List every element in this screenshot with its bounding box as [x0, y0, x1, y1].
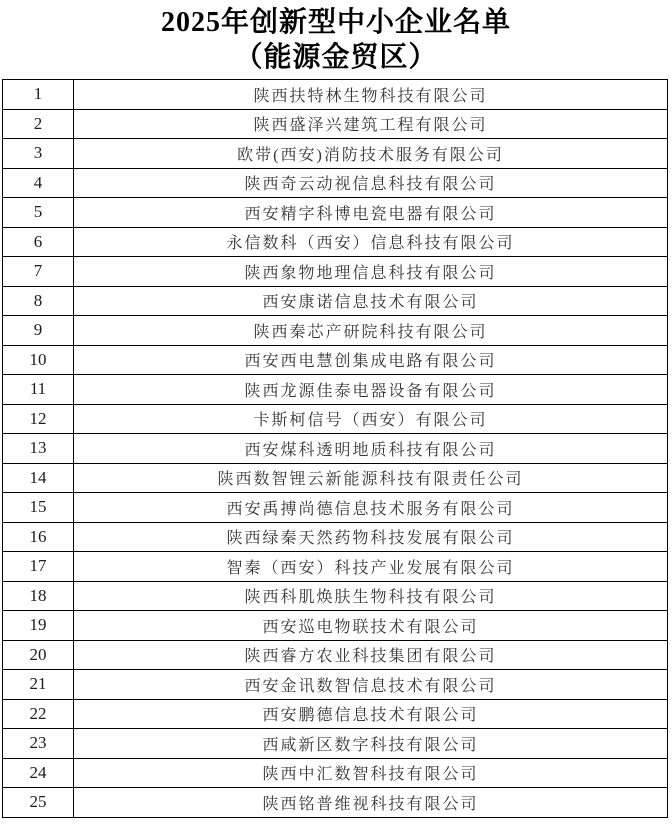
row-number-cell: 20: [3, 640, 74, 670]
row-number-cell: 12: [3, 404, 74, 434]
company-name-cell: 智秦（西安）科技产业发展有限公司: [74, 552, 668, 582]
table-row: [3, 463, 668, 493]
row-number-cell: 9: [3, 316, 74, 346]
row-number-cell: 13: [3, 434, 74, 464]
company-name-cell: 欧带(西安)消防技术服务有限公司: [74, 139, 668, 169]
row-number-cell: 7: [3, 257, 74, 287]
table-row: [3, 699, 668, 729]
company-name-cell: 西安金讯数智信息技术有限公司: [74, 670, 668, 700]
company-name-cell: 陕西扶特林生物科技有限公司: [74, 80, 668, 110]
table-row: [3, 670, 668, 700]
company-name-cell: 陕西盛泽兴建筑工程有限公司: [74, 109, 668, 139]
table-row: [3, 640, 668, 670]
company-name-cell: 陕西睿方农业科技集团有限公司: [74, 640, 668, 670]
row-number-cell: 11: [3, 375, 74, 405]
table-row: [3, 611, 668, 641]
table-row: [3, 788, 668, 818]
row-number-cell: 24: [3, 758, 74, 788]
row-number-cell: 14: [3, 463, 74, 493]
company-name-cell: 陕西科肌焕肤生物科技有限公司: [74, 581, 668, 611]
row-number-cell: 25: [3, 788, 74, 818]
row-number-cell: 4: [3, 168, 74, 198]
row-number-cell: 15: [3, 493, 74, 523]
company-name-cell: 卡斯柯信号（西安）有限公司: [74, 404, 668, 434]
row-number-cell: 21: [3, 670, 74, 700]
company-name-cell: 陕西奇云动视信息科技有限公司: [74, 168, 668, 198]
table-row: [3, 493, 668, 523]
company-name-cell: 西安煤科透明地质科技有限公司: [74, 434, 668, 464]
row-number-cell: 2: [3, 109, 74, 139]
table-row: [3, 758, 668, 788]
company-name-cell: 西安西电慧创集成电路有限公司: [74, 345, 668, 375]
table-row: [3, 168, 668, 198]
row-number-cell: 8: [3, 286, 74, 316]
company-name-cell: 西安康诺信息技术有限公司: [74, 286, 668, 316]
company-name-cell: 西安精字科博电瓷电器有限公司: [74, 198, 668, 228]
page-title-line2: （能源金贸区）: [234, 42, 438, 73]
company-table-body: [3, 80, 668, 818]
table-row: [3, 434, 668, 464]
page-title: [0, 0, 672, 75]
table-row: [3, 198, 668, 228]
table-row: [3, 581, 668, 611]
row-number-cell: 19: [3, 611, 74, 641]
company-name-cell: 陕西铭普维视科技有限公司: [74, 788, 668, 818]
page-title-line1: 2025年创新型中小企业名单: [160, 7, 511, 38]
table-row: [3, 375, 668, 405]
table-row: [3, 729, 668, 759]
table-row: [3, 80, 668, 110]
row-number-cell: 3: [3, 139, 74, 169]
row-number-cell: 17: [3, 552, 74, 582]
company-name-cell: 陕西象物地理信息科技有限公司: [74, 257, 668, 287]
company-name-cell: 陕西中汇数智科技有限公司: [74, 758, 668, 788]
company-name-cell: 永信数科（西安）信息科技有限公司: [74, 227, 668, 257]
row-number-cell: 23: [3, 729, 74, 759]
table-row: [3, 257, 668, 287]
company-name-cell: 西安禹搏尚德信息技术服务有限公司: [74, 493, 668, 523]
company-name-cell: 陕西秦芯产研院科技有限公司: [74, 316, 668, 346]
company-name-cell: 西安巡电物联技术有限公司: [74, 611, 668, 641]
table-row: [3, 522, 668, 552]
company-name-cell: 西安鹏德信息技术有限公司: [74, 699, 668, 729]
row-number-cell: 22: [3, 699, 74, 729]
company-table: [2, 79, 668, 818]
company-name-cell: 陕西龙源佳泰电器设备有限公司: [74, 375, 668, 405]
row-number-cell: 5: [3, 198, 74, 228]
row-number-cell: 16: [3, 522, 74, 552]
row-number-cell: 6: [3, 227, 74, 257]
table-row: [3, 227, 668, 257]
company-name-cell: 陕西数智锂云新能源科技有限责任公司: [74, 463, 668, 493]
row-number-cell: 1: [3, 80, 74, 110]
row-number-cell: 18: [3, 581, 74, 611]
table-row: [3, 109, 668, 139]
table-row: [3, 345, 668, 375]
table-row: [3, 552, 668, 582]
table-row: [3, 139, 668, 169]
table-row: [3, 286, 668, 316]
row-number-cell: 10: [3, 345, 74, 375]
company-name-cell: 陕西绿秦天然药物科技发展有限公司: [74, 522, 668, 552]
company-name-cell: 西咸新区数字科技有限公司: [74, 729, 668, 759]
table-row: [3, 404, 668, 434]
table-row: [3, 316, 668, 346]
